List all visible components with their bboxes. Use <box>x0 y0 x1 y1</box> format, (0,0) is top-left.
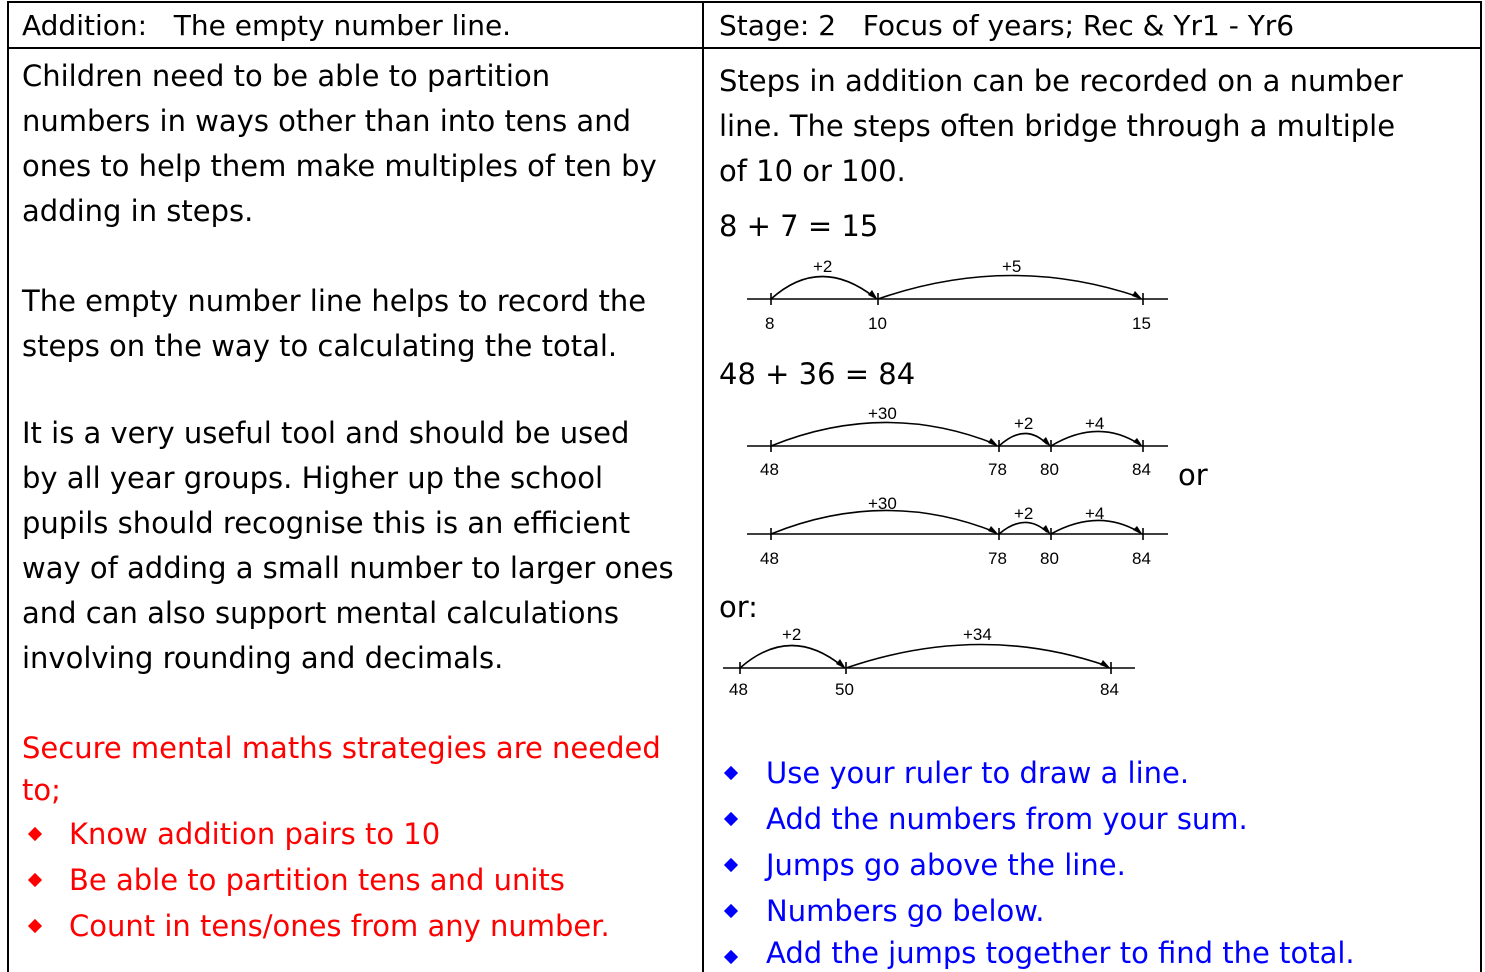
left-paragraph-3-line-4: way of adding a small number to larger ones <box>22 551 674 585</box>
left-paragraph-1-line-4: adding in steps. <box>22 194 254 228</box>
or-label: or <box>1178 458 1208 492</box>
left-paragraph-3-line-3: pupils should recognise this is an efficient <box>22 506 631 540</box>
strategy-item: Be able to partition tens and units <box>69 863 565 897</box>
tip-item: Use your ruler to draw a line. <box>766 756 1190 790</box>
or-colon-label: or: <box>719 590 758 624</box>
number-label: 78 <box>988 460 1007 479</box>
number-label: 10 <box>868 314 887 333</box>
jump-label: +2 <box>782 625 802 644</box>
number-label: 80 <box>1040 549 1059 568</box>
diamond-bullet-icon <box>724 812 738 826</box>
strategies-intro-line-2: to; <box>22 773 61 807</box>
jump-label: +5 <box>1002 257 1022 276</box>
number-line-3 <box>740 490 1180 570</box>
number-label: 84 <box>1100 680 1119 699</box>
jump-label: +4 <box>1085 414 1105 433</box>
left-paragraph-3-line-1: It is a very useful tool and should be used <box>22 416 630 450</box>
number-line-4 <box>715 624 1155 704</box>
number-label: 15 <box>1132 314 1151 333</box>
left-header-title: Addition: The empty number line. <box>22 9 512 42</box>
left-paragraph-3-line-2: by all year groups. Higher up the school <box>22 461 604 495</box>
right-intro-line-2: line. The steps often bridge through a multiple <box>719 109 1396 143</box>
number-line-2 <box>740 402 1180 482</box>
left-paragraph-1-line-2: numbers in ways other than into tens and <box>22 104 631 138</box>
number-label: 8 <box>765 314 775 333</box>
jump-arc <box>1051 431 1139 446</box>
number-label: 48 <box>729 680 748 699</box>
right-intro-line-3: of 10 or 100. <box>719 154 906 188</box>
jump-arc <box>846 644 1107 668</box>
diamond-bullet-icon <box>28 919 42 933</box>
jump-label: +4 <box>1085 504 1105 523</box>
jump-label: +34 <box>963 625 992 644</box>
strategy-item: Know addition pairs to 10 <box>69 817 441 851</box>
jump-arc <box>878 275 1139 299</box>
number-label: 50 <box>835 680 854 699</box>
jump-arc <box>999 433 1047 446</box>
number-label: 48 <box>760 549 779 568</box>
diamond-bullet-icon <box>28 827 42 841</box>
diamond-bullet-icon <box>724 950 738 964</box>
number-label: 48 <box>760 460 779 479</box>
number-label: 80 <box>1040 460 1059 479</box>
number-label: 84 <box>1132 549 1151 568</box>
jump-arc <box>771 422 995 446</box>
diamond-bullet-icon <box>724 858 738 872</box>
left-paragraph-1-line-3: ones to help them make multiples of ten by <box>22 149 657 183</box>
left-paragraph-1-line-1: Children need to be able to partition <box>22 59 551 93</box>
jump-label: +2 <box>813 257 833 276</box>
jump-arc <box>740 645 842 668</box>
jump-arc <box>999 522 1047 534</box>
diamond-bullet-icon <box>724 766 738 780</box>
jump-label: +30 <box>868 404 897 423</box>
jump-arc <box>771 276 874 299</box>
equation-48-plus-36: 48 + 36 = 84 <box>719 357 916 391</box>
left-paragraph-2-line-2: steps on the way to calculating the total. <box>22 329 618 363</box>
jump-arc <box>771 510 995 534</box>
left-paragraph-2-line-1: The empty number line helps to record the <box>22 284 647 318</box>
tip-item: Numbers go below. <box>766 894 1045 928</box>
tip-item: Jumps go above the line. <box>766 848 1126 882</box>
diamond-bullet-icon <box>28 873 42 887</box>
table-top-border <box>7 1 1482 3</box>
tip-item: Add the numbers from your sum. <box>766 802 1248 836</box>
number-label: 84 <box>1132 460 1151 479</box>
table-left-border <box>7 1 9 972</box>
right-intro-line-1: Steps in addition can be recorded on a number <box>719 64 1403 98</box>
right-header-title: Stage: 2 Focus of years; Rec & Yr1 - Yr6 <box>719 9 1295 42</box>
header-divider <box>7 47 1482 49</box>
left-paragraph-3-line-5: and can also support mental calculations <box>22 596 620 630</box>
number-line-1 <box>740 255 1180 335</box>
jump-label: +30 <box>868 494 897 513</box>
strategies-intro-line-1: Secure mental maths strategies are needed <box>22 731 661 765</box>
table-right-border <box>1480 1 1482 972</box>
left-paragraph-3-line-6: involving rounding and decimals. <box>22 641 504 675</box>
strategy-item: Count in tens/ones from any number. <box>69 909 610 943</box>
jump-label: +2 <box>1014 504 1034 523</box>
number-label: 78 <box>988 549 1007 568</box>
equation-8-plus-7: 8 + 7 = 15 <box>719 209 879 243</box>
diamond-bullet-icon <box>724 904 738 918</box>
column-divider <box>702 1 704 972</box>
tip-item: Add the jumps together to find the total. <box>766 936 1355 970</box>
jump-label: +2 <box>1014 414 1034 433</box>
